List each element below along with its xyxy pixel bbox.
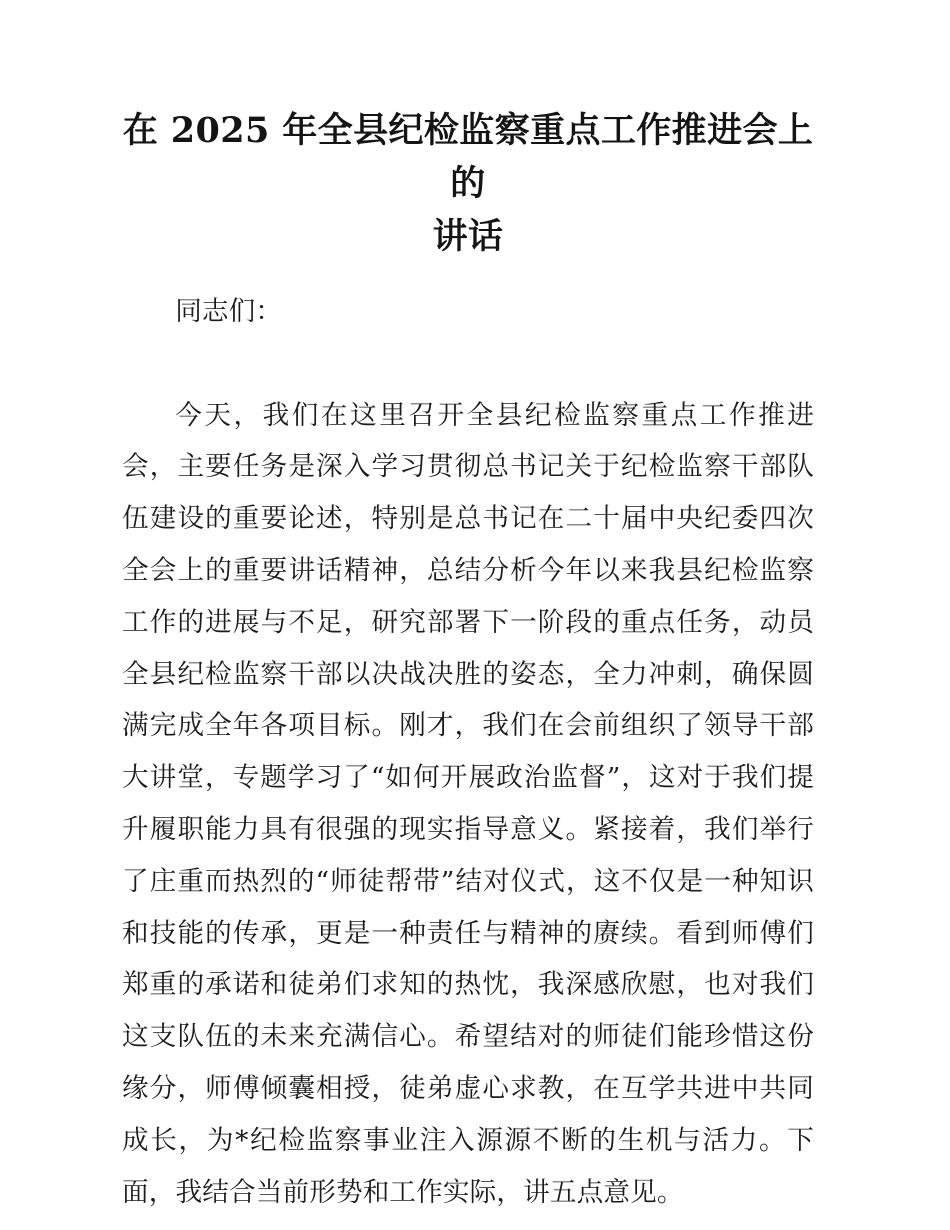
title-line-2: 讲话 — [432, 216, 504, 257]
title-line-1: 在 2025 年全县纪检监察重点工作推进会上的 — [122, 110, 814, 204]
document-body — [122, 286, 814, 1218]
salutation: 同志们： — [175, 296, 283, 327]
body-paragraph-1: 今天，我们在这里召开全县纪检监察重点工作推进会，主要任务是深入学习贯彻总书记关于纪检监察干部队伍建设的重要论述，特别是总书记在二十届中央纪委四次全会上的重要讲话精神，总结分析今年以来我县纪检监察工作的进展与不足，研究部署下一阶段的重点任务，动员全县纪检监察干部以决战决胜的姿态，全力冲刺，确保圆满完成全年各项目标。刚才，我们在会前组织了领导干部大讲堂，专题学习了“如何开展政治监督”，这对于我们提升履职能力具有很强的现实指导意义。紧接着，我们举行了庄重而热烈的“师徒帮带”结对仪式，这不仅是一种知识和技能的传承，更是一种责任与精神的赓续。看到师傅们郑重的承诺和徒弟们求知的热忱，我深感欣慰，也对我们这支队伍的未来充满信心。希望结对的师徒们能珍惜这份缘分，师傅倾囊相授，徒弟虚心求教，在互学共进中共同成长，为*纪检监察事业注入源源不断的生机与活力。下面，我结合当前形势和工作实际，讲五点意见。 — [122, 399, 814, 1208]
paragraph-spacer — [122, 338, 814, 390]
page-title — [118, 104, 818, 263]
